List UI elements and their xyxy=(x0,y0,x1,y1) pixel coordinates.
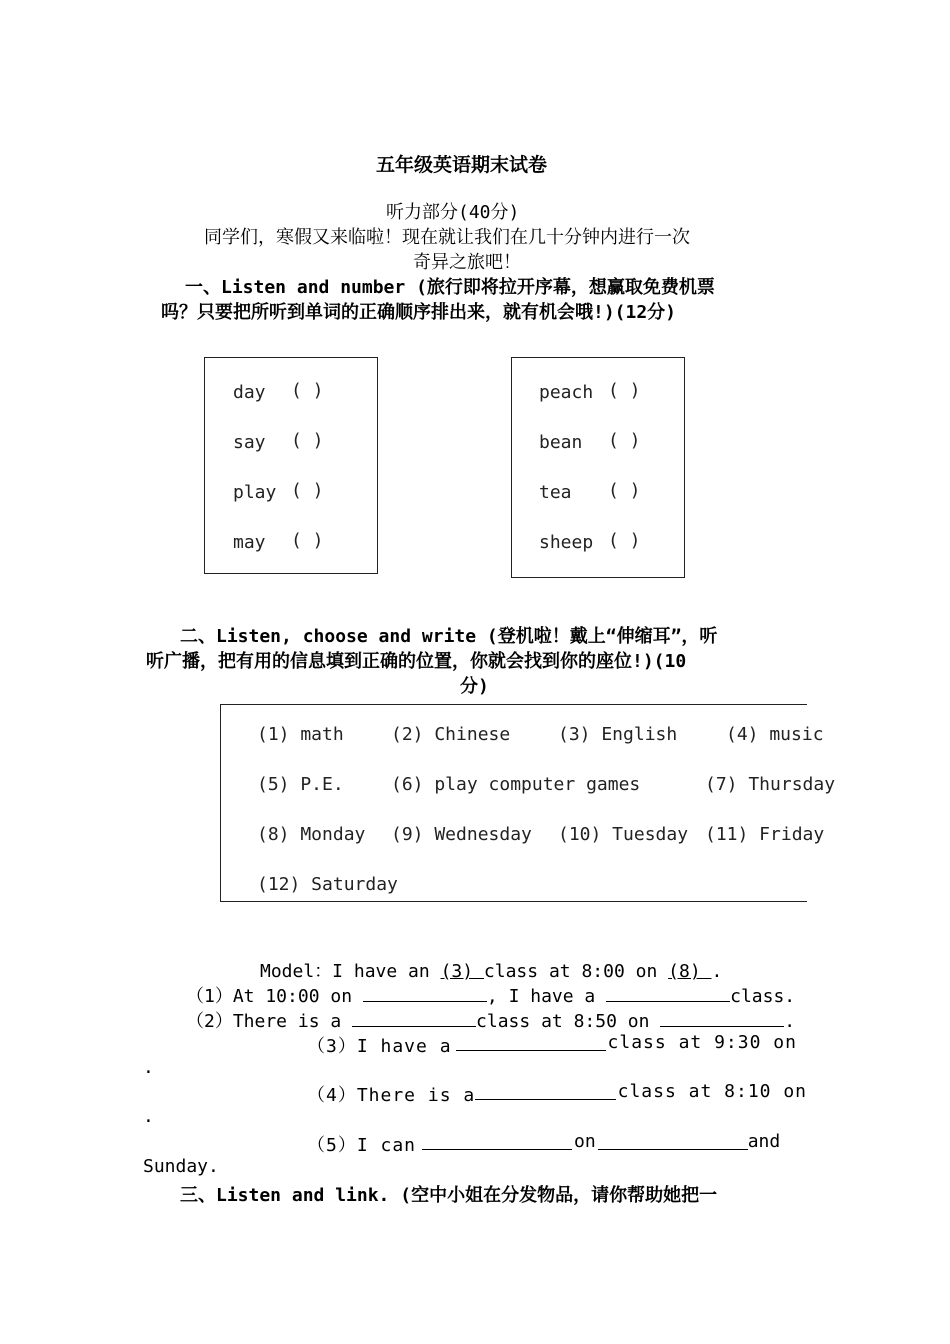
q3-text-a: （3）I have a xyxy=(307,1036,452,1057)
q1-text-c: class. xyxy=(730,986,796,1007)
paren-blank[interactable]: ( ) xyxy=(608,480,641,501)
answer-blank[interactable] xyxy=(606,983,730,1002)
answer-blank[interactable] xyxy=(422,1131,572,1150)
q2-text-c: . xyxy=(784,1011,796,1032)
paren-blank[interactable]: ( ) xyxy=(291,380,324,401)
model-suffix: . xyxy=(711,961,723,982)
model-answer-1: (3) xyxy=(440,961,484,982)
paren-blank[interactable]: ( ) xyxy=(291,480,324,501)
option-english: (3) English xyxy=(558,724,678,745)
paren-blank[interactable]: ( ) xyxy=(291,430,324,451)
answer-blank[interactable] xyxy=(456,1032,606,1051)
word-sheep: sheep xyxy=(539,532,594,553)
q2-text-a: （2）There is a xyxy=(186,1011,353,1032)
option-saturday: (12) Saturday xyxy=(257,874,398,895)
option-friday: (11) Friday xyxy=(705,824,825,845)
intro-line-2: 奇异之旅吧！ xyxy=(413,252,521,273)
answer-blank[interactable] xyxy=(660,1008,784,1027)
section1-heading-line2: 吗？只要把所听到单词的正确顺序排出来，就有机会哦!)(12分) xyxy=(161,302,677,323)
q5-text-c: and xyxy=(747,1131,781,1152)
section3-heading-line1: 三、Listen and link. (空中小姐在分发物品，请你帮助她把一 xyxy=(180,1185,718,1206)
question-1 xyxy=(186,982,795,1008)
option-play-computer-games: (6) play computer games xyxy=(391,774,641,795)
option-pe: (5) P.E. xyxy=(257,774,344,795)
word-box-left xyxy=(204,357,378,574)
model-sentence xyxy=(260,957,722,983)
q1-text-b: , I have a xyxy=(486,986,607,1007)
section2-heading-line3: 分) xyxy=(460,676,489,697)
q4-period: . xyxy=(143,1106,154,1127)
q3-period: . xyxy=(143,1057,154,1078)
section2-heading-line1: 二、Listen, choose and write (登机啦！戴上“伸缩耳”，听 xyxy=(180,626,718,647)
word-box-right xyxy=(511,357,685,578)
answer-blank[interactable] xyxy=(598,1131,748,1150)
options-box xyxy=(220,704,836,902)
word-peach: peach xyxy=(539,382,594,403)
word-play: play xyxy=(233,482,277,503)
word-may: may xyxy=(233,532,266,553)
q4-text-a: （4）There is a xyxy=(307,1085,476,1106)
answer-blank[interactable] xyxy=(475,1081,615,1100)
question-2 xyxy=(186,1007,795,1033)
word-say: say xyxy=(233,432,266,453)
question-3 xyxy=(307,1032,807,1058)
page-title: 五年级英语期末试卷 xyxy=(376,154,548,176)
answer-blank[interactable] xyxy=(352,1008,476,1027)
listening-subtitle: 听力部分(40分) xyxy=(386,202,520,223)
model-mid: class at 8:00 on xyxy=(483,961,669,982)
paren-blank[interactable]: ( ) xyxy=(608,430,641,451)
word-tea: tea xyxy=(539,482,572,503)
answer-blank[interactable] xyxy=(363,983,487,1002)
word-day: day xyxy=(233,382,266,403)
q5-text-b: on xyxy=(574,1131,596,1152)
option-chinese: (2) Chinese xyxy=(391,724,511,745)
question-5 xyxy=(307,1131,807,1157)
model-answer-2: (8) xyxy=(668,961,712,982)
q4-text-b: class at 8:10 on xyxy=(617,1081,807,1102)
q5-text-a: （5）I can xyxy=(307,1135,417,1156)
section1-heading-line1: 一、Listen and number (旅行即将拉开序幕，想赢取免费机票 xyxy=(185,277,715,298)
option-tuesday: (10) Tuesday xyxy=(558,824,689,845)
q2-text-b: class at 8:50 on xyxy=(476,1011,661,1032)
option-thursday: (7) Thursday xyxy=(705,774,836,795)
option-music: (4) music xyxy=(726,724,824,745)
paren-blank[interactable]: ( ) xyxy=(608,380,641,401)
option-wednesday: (9) Wednesday xyxy=(391,824,532,845)
word-bean: bean xyxy=(539,432,583,453)
q1-text-a: （1）At 10:00 on xyxy=(186,986,363,1007)
question-4 xyxy=(307,1081,807,1107)
q3-text-b: class at 9:30 on xyxy=(607,1032,797,1053)
section2-heading-line2: 听广播，把有用的信息填到正确的位置，你就会找到你的座位!)(10 xyxy=(146,651,687,672)
intro-line-1: 同学们，寒假又来临啦！现在就让我们在几十分钟内进行一次 xyxy=(204,227,690,248)
paren-blank[interactable]: ( ) xyxy=(291,530,324,551)
option-math: (1) math xyxy=(257,724,344,745)
q5-sunday: Sunday. xyxy=(143,1156,219,1177)
paren-blank[interactable]: ( ) xyxy=(608,530,641,551)
model-prefix: Model：I have an xyxy=(260,961,441,982)
option-monday: (8) Monday xyxy=(257,824,366,845)
